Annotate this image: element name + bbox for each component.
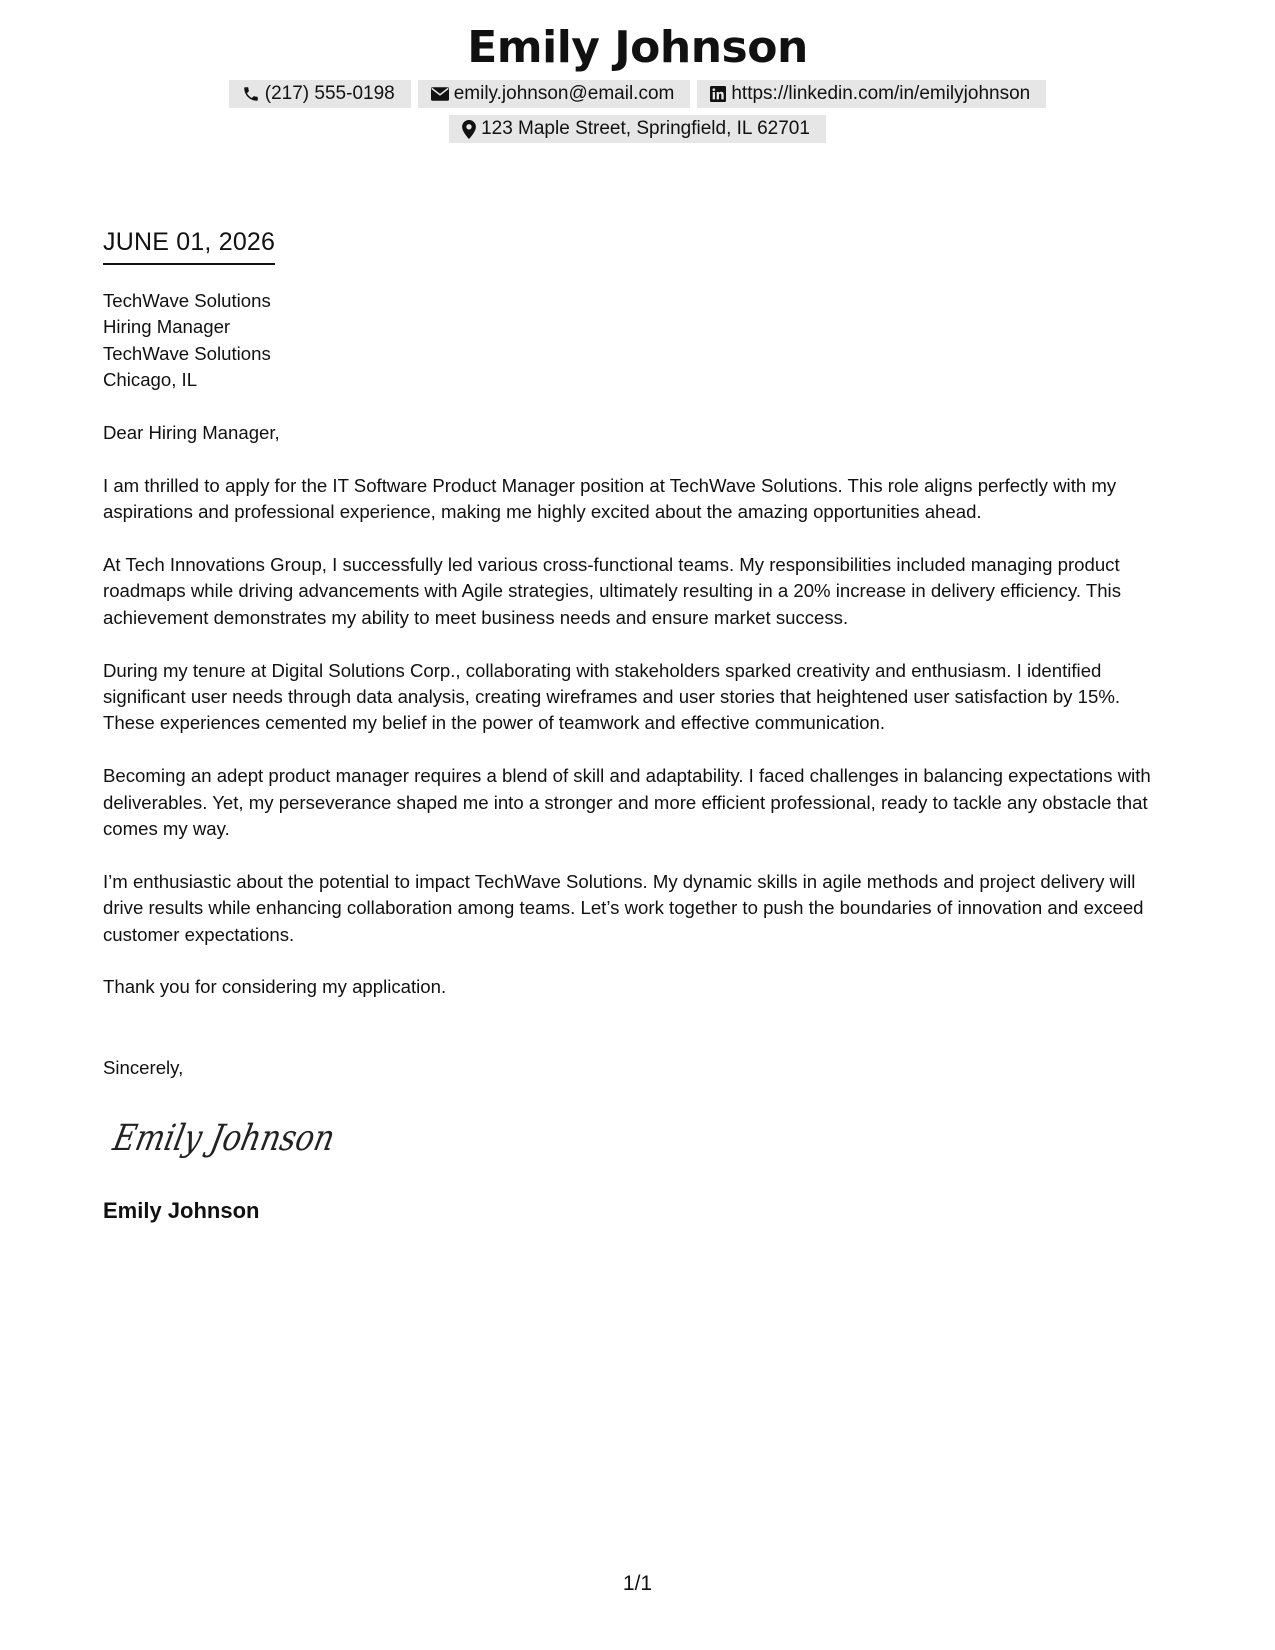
contact-row-secondary	[0, 115, 1275, 143]
envelope-icon	[431, 87, 449, 101]
recipient-line: TechWave Solutions	[103, 290, 271, 311]
recipient-line: Chicago, IL	[103, 369, 198, 391]
map-marker-icon	[462, 120, 476, 139]
phone-icon	[242, 85, 260, 103]
phone-chip[interactable]	[229, 80, 411, 108]
phone-text: (217) 555-0198	[264, 83, 395, 104]
linkedin-icon	[710, 86, 726, 102]
closing: Sincerely,	[103, 1057, 184, 1078]
body-paragraph: I am thrilled to apply for the IT Software Product Manager position at TechWave Solutions. This role aligns perfectly with my aspirations and professional experience, making me highly excited about the amazing opportunities ahead.	[103, 474, 1117, 523]
email-text: emily.johnson@email.com	[453, 83, 675, 104]
recipient-line: Hiring Manager	[103, 316, 231, 338]
linkedin-text: https://linkedin.com/in/emilyjohnson	[731, 83, 1031, 104]
signature-glyphs: Emily Johnson	[109, 1116, 380, 1159]
body-paragraph: At Tech Innovations Group, I successfully led various cross-functional teams. My responsibilities included managing product roadmaps while driving advancements with Agile strategies, ultimately resulting in a 20% increase in delivery efficiency. This achievement demonstrates my ability to meet business needs and ensure market success.	[103, 554, 1121, 628]
body-paragraph: Becoming an adept product manager requires a blend of skill and adaptability. I faced challenges in balancing expectations with deliverables. Yet, my perseverance shaped me into a stronger and more efficient professional, ready to tackle any obstacle that comes my way.	[103, 765, 1151, 840]
applicant-name-heading: Emily Johnson	[467, 22, 808, 73]
body-paragraph: I’m enthusiastic about the potential to impact TechWave Solutions. My dynamic skills in agile methods and project delivery will drive results while enhancing collaboration among teams. Let’s work together to push the boundaries of innovation and exceed customer expectations.	[103, 870, 1144, 945]
signer-name: Emily Johnson	[103, 1198, 260, 1223]
body-paragraph: Thank you for considering my application.	[103, 976, 447, 998]
page-indicator: 1/1	[622, 1572, 653, 1595]
letter-body	[103, 288, 1173, 1027]
body-paragraph: During my tenure at Digital Solutions Corp., collaborating with stakeholders sparked creativity and enthusiasm. I identified significant user needs through data analysis, creating wireframes and user stories that heightened user satisfaction by 15%. These experiences cemented my belief in the power of teamwork and effective communication.	[103, 659, 1121, 734]
handwritten-signature	[109, 1110, 380, 1175]
contact-row-primary	[0, 80, 1275, 108]
address-chip[interactable]	[449, 115, 826, 143]
letter-date: JUNE 01, 2026	[103, 228, 275, 265]
recipient-line: TechWave Solutions	[103, 342, 271, 364]
linkedin-chip[interactable]	[697, 80, 1046, 108]
address-text: 123 Maple Street, Springfield, IL 62701	[481, 118, 810, 139]
email-chip[interactable]	[418, 80, 691, 108]
salutation: Dear Hiring Manager,	[103, 422, 280, 444]
recipient-block	[103, 288, 1173, 394]
